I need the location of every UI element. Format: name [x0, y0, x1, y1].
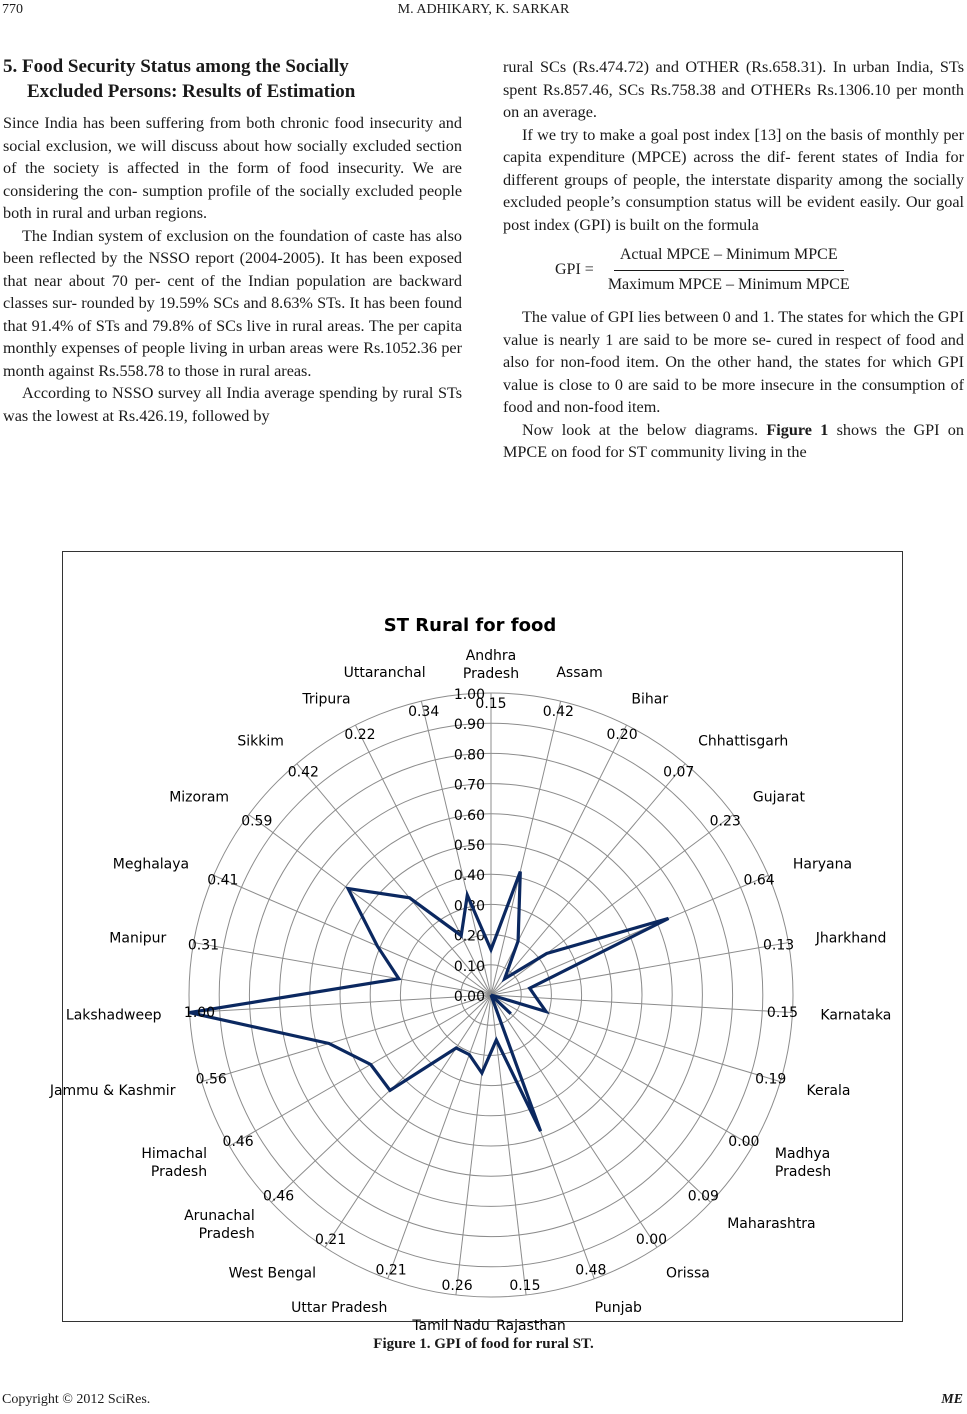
radial-tick-label: 0.30: [453, 898, 485, 915]
left-column: [3, 54, 462, 427]
section-title-line-1: 5. Food Security Status among the Socially: [3, 56, 349, 77]
data-label: 0.15: [475, 696, 507, 712]
formula-numerator: Actual MPCE – Minimum MPCE: [614, 244, 844, 271]
radial-tick-label: 0.90: [453, 717, 485, 734]
running-header: [0, 0, 967, 26]
paragraph: [503, 419, 964, 464]
category-label: Tripura: [302, 691, 351, 708]
gpi-formula: [555, 244, 964, 296]
spoke-line: [355, 725, 491, 995]
data-label: 0.21: [314, 1231, 347, 1248]
data-label: 0.07: [663, 764, 695, 781]
spoke-line: [214, 875, 491, 995]
figure-caption: Figure 1. GPI of food for rural ST.: [373, 1336, 594, 1352]
category-label: Mizoram: [169, 789, 230, 806]
category-label: Madhya Pradesh: [774, 1146, 832, 1180]
formula-denominator: Maximum MPCE – Minimum MPCE: [607, 275, 850, 293]
data-label: 0.13: [762, 937, 795, 954]
radial-tick-label: 0.20: [453, 928, 485, 945]
category-label: Uttaranchal: [343, 664, 426, 681]
data-label: 0.21: [375, 1262, 407, 1279]
data-label: 0.42: [287, 764, 319, 781]
spoke-line: [491, 943, 788, 995]
paragraph-text: shows the GPI on MPCE on food for ST community living in the: [503, 420, 964, 461]
category-label: Meghalaya: [112, 856, 190, 873]
spoke-line: [271, 995, 491, 1202]
category-label: Tamil Nadu: [412, 1317, 490, 1334]
data-label: 0.22: [344, 727, 376, 744]
data-label: 0.34: [408, 703, 440, 720]
running-authors: M. ADHIKARY, K. SARKAR: [397, 2, 570, 17]
spoke-line: [491, 995, 753, 1146]
page-footer: [0, 1390, 967, 1414]
spoke-line: [229, 995, 491, 1146]
data-label: 0.00: [635, 1231, 668, 1248]
radial-tick-label: 0.50: [453, 838, 485, 854]
paragraph: The Indian system of exclusion on the foundation of caste has also been reflected by the NSSO report (2004-2005). It has been exposed that near about 70 per- cent of the Indian population are backward classes sur- rounded by 19.59% SCs and 8.63% STs. It has been found that 91.4% of STs and 79.8% of SCs live in rural areas. The per capita monthly expenses of people living in urban areas were Rs.1052.36 per month against Rs.558.78 to those in rural areas.: [3, 226, 462, 380]
spoke-line: [491, 875, 768, 995]
category-label: Jammu & Kashmir: [49, 1083, 176, 1100]
data-label: 0.64: [743, 872, 775, 889]
data-label: 0.00: [728, 1134, 760, 1150]
figure-frame: [49, 551, 903, 1334]
paragraph: The value of GPI lies between 0 and 1. The states for which the GPI value is nearly 1 are said to be more se- cured in respect of food and also for non-food item. On the other hand, the states for which GPI value is close to 0 are said to be more insecure in the consumption of food and non-food item.: [503, 308, 964, 416]
data-label: 0.48: [575, 1262, 607, 1279]
category-label: Orissa: [666, 1265, 710, 1282]
data-label: 1.00: [183, 1004, 216, 1021]
category-label: Kerala: [806, 1083, 851, 1100]
data-label: 0.23: [709, 813, 741, 830]
category-label: Manipur: [109, 930, 167, 947]
data-label: 0.41: [207, 872, 239, 889]
section-title-line-2: Excluded Persons: Results of Estimation: [27, 81, 356, 102]
category-label: Lakshadweep: [65, 1007, 162, 1024]
paragraph: rural SCs (Rs.474.72) and OTHER (Rs.658.31). In urban India, STs spent Rs.857.46, SCs Rs.758.38 and OTHERs Rs.1306.10 per month on an average.: [503, 58, 964, 121]
data-label: 0.09: [687, 1188, 719, 1205]
category-label: Karnataka: [820, 1007, 892, 1024]
data-label: 0.20: [606, 727, 638, 744]
data-label: 0.26: [441, 1278, 473, 1295]
right-column: [503, 56, 964, 464]
category-label: Punjab: [594, 1299, 642, 1316]
paragraph-text: Now look at the below diagrams.: [522, 420, 767, 439]
category-label: Sikkim: [237, 733, 284, 750]
data-label: 0.46: [263, 1188, 295, 1205]
category-label: Arunachal Pradesh: [184, 1207, 255, 1242]
data-label: 0.46: [222, 1134, 254, 1150]
category-label: Haryana: [792, 856, 853, 873]
radial-tick-label: 0.40: [453, 868, 485, 885]
category-label: Bihar: [631, 691, 669, 708]
category-label: Assam: [556, 664, 603, 681]
formula-lhs: GPI =: [555, 260, 594, 278]
data-label: 0.15: [766, 1004, 799, 1021]
radial-tick-label: 1.00: [453, 687, 485, 703]
radial-tick-label: 0.60: [453, 807, 485, 824]
data-label: 0.59: [241, 813, 273, 830]
radial-tick-label: 0.00: [453, 989, 485, 1005]
category-label: Uttar Pradesh: [291, 1299, 388, 1316]
radial-tick-label: 0.10: [453, 958, 485, 975]
category-label: Rajasthan: [496, 1317, 566, 1334]
spoke-line: [491, 725, 627, 995]
spoke-line: [202, 995, 491, 1082]
radial-tick-label: 0.80: [453, 747, 485, 764]
paragraph: According to NSSO survey all India average spending by rural STs was the lowest at Rs.426.19, followed by: [3, 384, 462, 425]
category-label: Chhattisgarh: [698, 733, 789, 750]
category-label: Maharashtra: [727, 1215, 816, 1232]
copyright: Copyright © 2012 SciRes.: [2, 1392, 151, 1407]
radial-tick-label: 0.70: [453, 777, 485, 794]
data-label: 0.15: [509, 1278, 541, 1295]
paragraph: If we try to make a goal post index [13] on the basis of monthly per capita expenditure (MPCE) across the dif- ferent states of India for different groups of people, the interstate disparity among the socially excluded people’s consumption status will be evident easily. Our goal post index (GPI) is built on the formula: [503, 125, 964, 234]
figure-reference: Figure 1: [766, 420, 829, 439]
category-label: Jharkhand: [815, 930, 887, 947]
category-label: Gujarat: [752, 789, 805, 806]
category-label: Himachal Pradesh: [141, 1146, 208, 1180]
chart-title: ST Rural for food: [383, 615, 557, 636]
page-number: 770: [2, 2, 23, 17]
data-label: 0.19: [755, 1071, 787, 1088]
formula-fraction: [602, 244, 856, 296]
paragraph: Since India has been suffering from both chronic food insecurity and social exclusion, we will discuss about how socially excluded section of the society is affected in the form of food insecurity. We are considering the con- sumption profile of the socially excluded people both in rural and urban regions.: [3, 114, 462, 222]
radar-chart: [49, 552, 902, 1334]
journal-abbrev: ME: [941, 1392, 963, 1407]
section-heading: [3, 54, 462, 104]
category-label: West Bengal: [228, 1265, 316, 1282]
data-label: 0.56: [195, 1071, 227, 1088]
data-label: 0.42: [542, 703, 574, 720]
category-label: Andhra Pradesh: [462, 648, 520, 682]
data-label: 0.31: [187, 937, 220, 954]
